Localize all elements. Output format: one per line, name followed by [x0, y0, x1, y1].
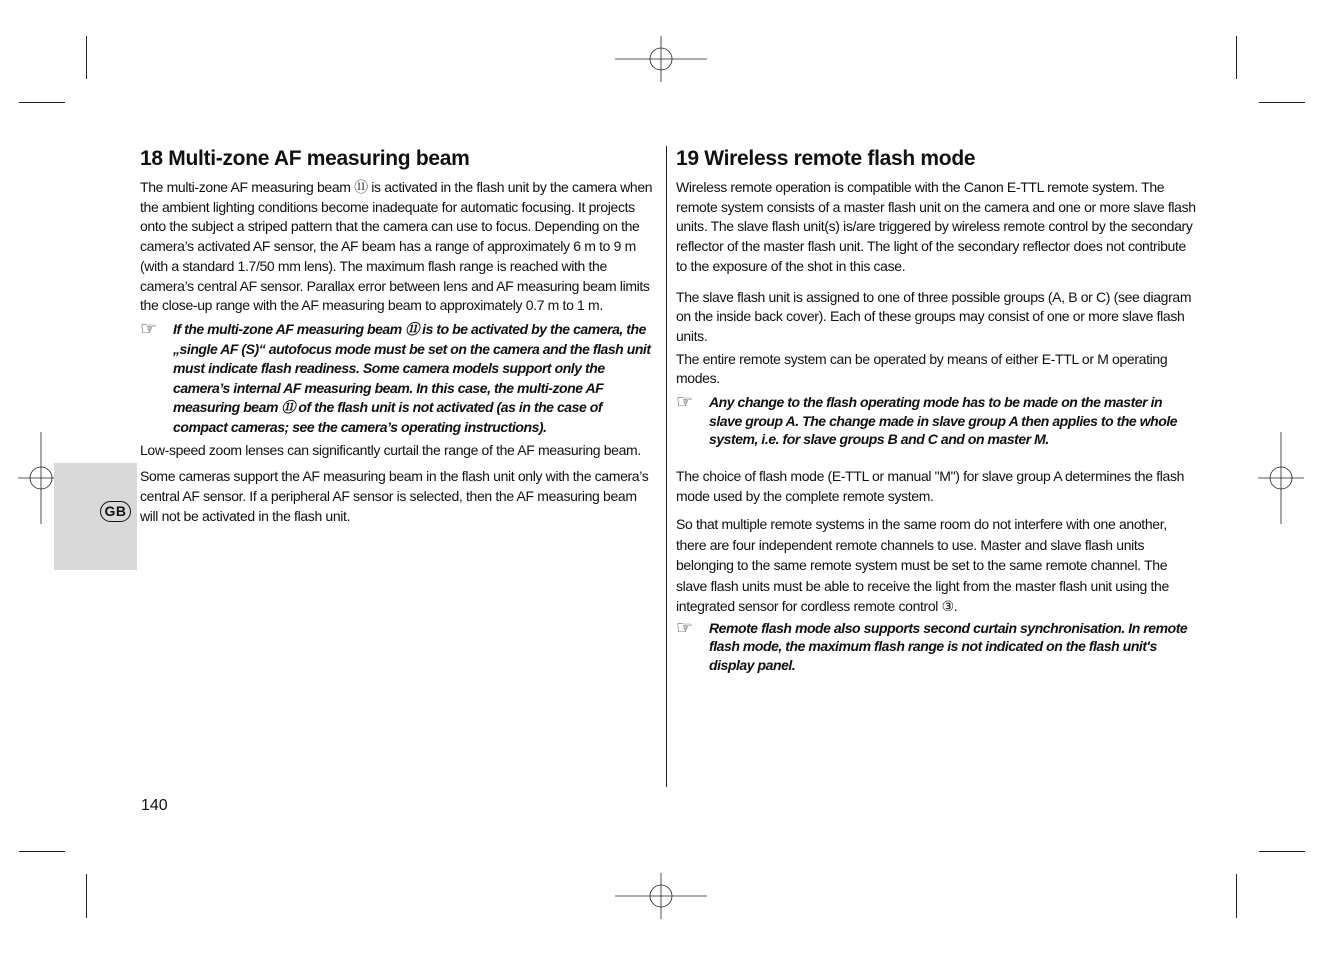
section-19-note-1: [676, 393, 1196, 449]
section-19-paragraph-2: The slave flash unit is assigned to one of three possible groups (A, B or C) (see diagram on the inside back cover). Each of these groups may consist of one or more slave flash units.: [676, 288, 1192, 344]
section-19-paragraph-1: Wireless remote operation is compatible with the Canon E-TTL remote system. The remote system consists of a master flash unit on the camera and one or more slave flash units. The slave flash unit(s) is/are triggered by wireless remote control by the secondary reflector of the master flash unit. The light of the secondary reflector does not contribute to the exposure of the shot in this case.: [676, 179, 1196, 274]
section-18-paragraph-3: Some cameras support the AF measuring beam in the flash unit only with the camera’s central AF sensor. If a peripheral AF sensor is selected, then the AF measuring beam will not be activated in the flash unit.: [140, 468, 649, 524]
crop-mark: [19, 851, 65, 852]
section-18-paragraph-1: The multi-zone AF measuring beam ⑪ is activated in the flash unit by the camera when the ambient lighting conditions become inadequate for automatic focusing. It projects onto the subject a striped pattern that the camera can use to focus. Depending on the camera’s activated AF sensor, the AF beam has a range of approximately 6 m to 9 m (with a standard 1.7/50 mm lens). The maximum flash range is reached with the camera’s central AF sensor. Parallax error between lens and AF measuring beam limits the close-up range with the AF measuring beam to approximately 0.7 m to 1 m.: [140, 179, 653, 314]
crop-mark: [19, 102, 65, 103]
section-18-paragraph-2: Low-speed zoom lenses can significantly curtail the range of the AF measuring beam.: [140, 442, 641, 459]
pointing-hand-icon: ☞: [676, 392, 694, 414]
page-number: 140: [141, 797, 168, 814]
section-19-paragraph-4: The choice of flash mode (E-TTL or manual "M") for slave group A determines the flash mode used by the complete remote system.: [676, 467, 1185, 504]
pointing-hand-icon: ☞: [676, 617, 694, 639]
language-badge: GB: [100, 501, 131, 522]
registration-mark-icon: [1258, 432, 1304, 524]
crop-mark: [1259, 102, 1305, 103]
section-19-title: 19 Wireless remote flash mode: [676, 147, 976, 170]
pointing-hand-icon: ☞: [140, 318, 158, 340]
crop-mark: [1236, 36, 1237, 79]
crop-mark: [1259, 851, 1305, 852]
crop-mark: [1236, 874, 1237, 918]
section-19: [676, 145, 1196, 679]
section-19-note-2-text: Remote flash mode also supports second curtain synchronisation. In remote flash mode, the maximum flash range is not indicated on the flash unit's display panel.: [709, 619, 1188, 673]
section-18-title: 18 Multi-zone AF measuring beam: [140, 147, 470, 170]
section-19-paragraph-5: So that multiple remote systems in the same room do not interfere with one another, there are four independent remote channels to use. Master and slave flash units belonging to the same remote system must be set to the same remote channel. The slave flash units must be able to receive the light from the master flash unit using the integrated sensor for cordless remote control ③.: [676, 516, 1169, 615]
section-19-paragraph-3: The entire remote system can be operated by means of either E-TTL or M operating modes.: [676, 350, 1168, 387]
registration-mark-icon: [615, 873, 707, 919]
section-18: [140, 145, 658, 526]
section-18-note-text: If the multi-zone AF measuring beam ⑪ is to be activated by the camera, the „single AF (S)“ autofocus mode must be set on the camera and the flash unit must indicate flash readiness. Some camera models support only the camera’s internal AF measuring beam. In this case, the multi-zone AF measuring beam ⑪ of the flash unit is not activated (as in the case of compact cameras; see the camera’s operating instructions).: [173, 320, 651, 435]
registration-mark-icon: [615, 36, 707, 82]
column-divider: [666, 146, 667, 787]
crop-mark: [86, 36, 87, 79]
section-19-note-1-text: Any change to the flash operating mode has to be made on the master in slave group A. The change made in slave group A then applies to the whole system, i.e. for slave groups B and C and on master M.: [709, 394, 1178, 448]
crop-mark: [86, 874, 87, 918]
section-18-note: [140, 320, 658, 438]
section-19-note-2: [676, 619, 1196, 675]
